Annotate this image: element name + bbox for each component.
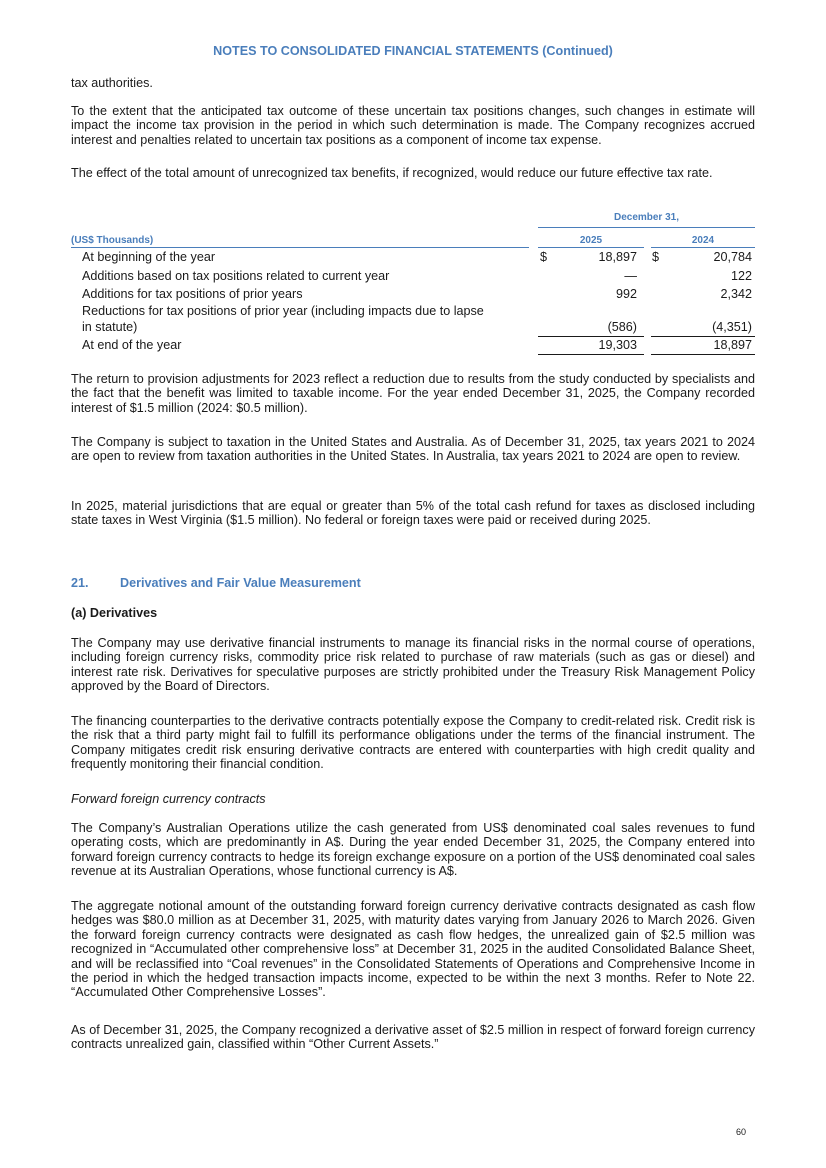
currency-symbol: $	[540, 250, 548, 264]
paragraph	[71, 499, 755, 528]
paragraph-text: As of December 31, 2025, the Company recognized a derivative asset of $2.5 million in respect of forward foreign currency contracts unrealized gain, classified within “Other Current Assets.”	[71, 1023, 755, 1052]
row-label: Additions for tax positions of prior years	[82, 287, 303, 301]
cell-2024: (4,351)	[712, 320, 752, 334]
paragraph-text: The Company may use derivative financial instruments to manage its financial risks in the normal course of operations, including foreign currency risks, commodity price risk related to purchase of raw materials (such as gas or diesel) and interest rate risk. Derivatives for speculative purposes are strictly prohibited under the Treasury Risk Management Policy approved by the Board of Directors.	[71, 636, 755, 694]
subsection-heading: (a) Derivatives	[71, 606, 158, 620]
table-row	[71, 338, 755, 352]
row-label: At end of the year	[82, 338, 182, 352]
paragraph-text: The financing counterparties to the derivative contracts potentially expose the Company to credit-related risk. Credit risk is the risk that a third party might fail to fulfill its performance obligations under the terms of the financial instrument. The Company mitigates credit risk ensuring derivative contracts are entered with counterparties with high credit quality and frequently monitoring their financial condition.	[71, 714, 755, 772]
currency-symbol: $	[652, 250, 660, 264]
total-rule	[651, 354, 755, 355]
cell-2024: 2,342	[720, 287, 752, 301]
cell-2025: 19,303	[598, 338, 637, 352]
paragraph	[71, 714, 755, 772]
table-row	[71, 287, 755, 301]
cell-2024: 20,784	[713, 250, 752, 264]
paragraph	[71, 821, 755, 879]
cell-2024: 122	[730, 269, 752, 283]
paragraph	[71, 104, 755, 147]
total-rule	[538, 354, 644, 355]
paragraph-text: tax authorities.	[71, 76, 153, 90]
paragraph	[71, 1023, 755, 1052]
cell-2025: 992	[615, 287, 637, 301]
paragraph-text: The aggregate notional amount of the outstanding forward foreign currency derivative contracts designated as cash flow hedges was $80.0 million as at December 31, 2025, with maturity dates varying from January 2026 to March 2026. Given the forward foreign currency contracts were designated as cash flow hedges, the unrealized gain of $2.5 million was recognized in “Accumulated other comprehensive loss” at December 31, 2025 in the audited Consolidated Balance Sheet, and will be reclassified into “Coal revenues” in the Consolidated Statements of Operations and Comprehensive Income in the period in which the hedged transaction impacts income, expected to be within the next 3 months. Refer to Note 22. “Accumulated Other Comprehensive Losses”.	[71, 899, 755, 1000]
page-number: 60	[736, 1127, 747, 1137]
page-header: NOTES TO CONSOLIDATED FINANCIAL STATEMENTS (Continued)	[213, 44, 613, 58]
section-title: Derivatives and Fair Value Measurement	[120, 576, 361, 590]
paragraph-text: In 2025, material jurisdictions that are equal or greater than 5% of the total cash refund for taxes as disclosed including state taxes in West Virginia ($1.5 million). No federal or foreign taxes were paid or received during 2025.	[71, 499, 755, 528]
section-heading	[71, 576, 755, 590]
table-row	[71, 320, 755, 334]
subtotal-rule	[651, 336, 755, 337]
cell-2025: —	[624, 269, 637, 283]
section-number: 21.	[71, 576, 89, 590]
paragraph	[71, 76, 755, 90]
subtotal-rule	[538, 336, 644, 337]
row-label: Additions based on tax positions related to current year	[82, 269, 390, 283]
header-rule	[651, 247, 755, 248]
paragraph	[71, 372, 755, 415]
header-rule	[71, 247, 529, 248]
paragraph	[71, 636, 755, 694]
table-row	[71, 304, 755, 318]
table-period-header: December 31,	[613, 212, 680, 223]
paragraph	[71, 899, 755, 1000]
header-rule	[538, 247, 644, 248]
paragraph-text: To the extent that the anticipated tax outcome of these uncertain tax positions changes, such changes in estimate will impact the income tax provision in the period in which such determination is made. The Company recognizes accrued interest and penalties related to uncertain tax positions as a component of income tax expense.	[71, 104, 755, 147]
header-rule	[538, 227, 755, 228]
paragraph	[71, 435, 755, 464]
cell-2025: (586)	[607, 320, 637, 334]
column-header-2025: 2025	[579, 235, 603, 246]
table-row	[71, 250, 755, 264]
paragraph-text: The Company is subject to taxation in the United States and Australia. As of December 31, 2025, tax years 2021 to 2024 are open to review from taxation authorities in the United States. In Australia, tax years 2021 to 2024 are open to review.	[71, 435, 755, 464]
cell-2024: 18,897	[713, 338, 752, 352]
row-label: At beginning of the year	[82, 250, 216, 264]
cell-2025: 18,897	[598, 250, 637, 264]
subsection-heading-italic: Forward foreign currency contracts	[71, 792, 266, 806]
row-label: Reductions for tax positions of prior year (including impacts due to lapse	[82, 304, 484, 318]
table-unit-header: (US$ Thousands)	[71, 235, 154, 246]
paragraph-text: The return to provision adjustments for 2023 reflect a reduction due to results from the study conducted by specialists and the fact that the benefit was limited to taxable income. For the year ended December 31, 2025, the Company recorded interest of $1.5 million (2024: $0.5 million).	[71, 372, 755, 415]
row-label: in statute)	[82, 320, 138, 334]
paragraph-text: The effect of the total amount of unrecognized tax benefits, if recognized, would reduce our future effective tax rate.	[71, 166, 713, 180]
column-header-2024: 2024	[691, 235, 715, 246]
paragraph	[71, 166, 755, 180]
paragraph-text: The Company’s Australian Operations utilize the cash generated from US$ denominated coal sales revenues to fund operating costs, which are predominantly in A$. During the year ended December 31, 2025, the Company entered into forward foreign currency contracts to hedge its foreign exchange exposure on a portion of the US$ denominated coal sales revenue at its Australian Operations, whose functional currency is A$.	[71, 821, 755, 879]
table-row	[71, 269, 755, 283]
